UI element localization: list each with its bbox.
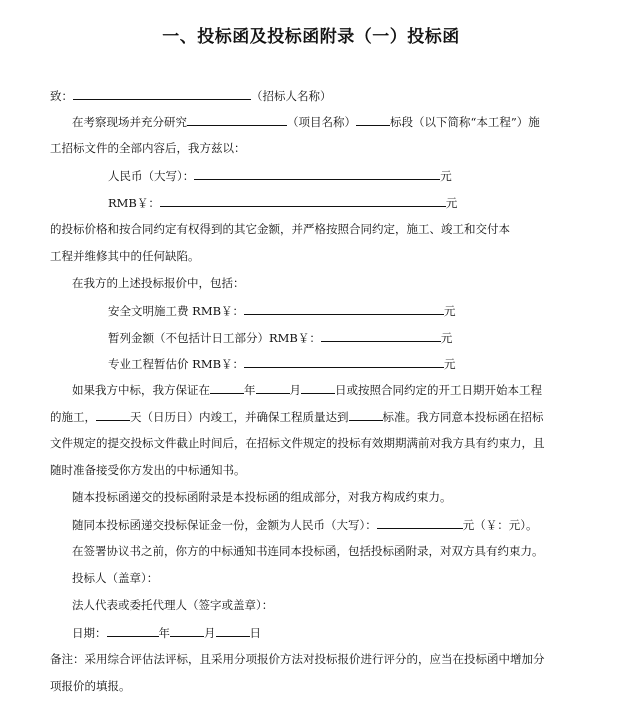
date-year-field[interactable] [107, 625, 159, 637]
date-line: 日期： 年 月 日 [72, 626, 261, 640]
start-day-field[interactable] [301, 382, 335, 394]
project-name-field[interactable] [187, 114, 287, 126]
specialty-estimate-row: 专业工程暂估价 RMB￥： 元 [108, 357, 456, 371]
tenderer-name-field[interactable] [73, 88, 251, 100]
addressee-line [50, 88, 332, 103]
paragraph-5: 随本投标函递交的投标函附录是本投标函的组成部分，对我方构成约束力。 [72, 490, 452, 504]
paragraph-2-line-1: 的投标价格和按合同约定有权得到的其它金额，并严格按照合同约定，施工、竣工和交付本 [50, 222, 510, 236]
paragraph-2-line-2: 工程并维修其中的任何缺陷。 [50, 249, 200, 263]
to-label: 致： [50, 89, 73, 103]
rmb-upper-row: 人民币（大写）： 元 [108, 169, 452, 183]
provisional-sum-field[interactable] [321, 330, 441, 342]
safety-fee-field[interactable] [244, 303, 444, 315]
duration-days-field[interactable] [96, 409, 130, 421]
paragraph-1-line-1: 在考察现场并充分研究 （项目名称） 标段（以下简称“本工程”）施 [72, 115, 540, 129]
note-line-2: 项报价的填报。 [50, 679, 131, 693]
rmb-field[interactable] [160, 195, 446, 207]
legal-rep-line: 法人代表或委托代理人（签字或盖章）： [72, 598, 274, 612]
rmb-row: RMB￥： 元 [108, 196, 458, 210]
bid-bond-amount-field[interactable] [377, 517, 463, 529]
note-line-1: 备注：采用综合评估法评标，且采用分项报价方法对投标报价进行评分的，应当在投标函中增加分 [50, 652, 545, 666]
paragraph-6: 随同本投标函递交投标保证金一份，金额为人民币（大写）： 元（￥：元）。 [72, 518, 538, 532]
section-field[interactable] [356, 114, 390, 126]
date-day-field[interactable] [216, 625, 250, 637]
start-year-field[interactable] [210, 382, 244, 394]
date-month-field[interactable] [170, 625, 204, 637]
rmb-upper-field[interactable] [194, 168, 440, 180]
page-title: 一、投标函及投标函附录（一）投标函 [162, 27, 460, 47]
paragraph-4-line-1: 如果我方中标，我方保证在 年 月 日或按照合同约定的开工日期开始本工程 [72, 383, 542, 397]
paragraph-1-line-2: 工招标文件的全部内容后，我方兹以： [50, 141, 246, 155]
quality-standard-field[interactable] [349, 409, 383, 421]
paragraph-7: 在签署协议书之前，你方的中标通知书连同本投标函，包括投标函附录，对双方具有约束力。 [72, 544, 544, 558]
safety-fee-row: 安全文明施工费 RMB￥： 元 [108, 304, 456, 318]
paragraph-4-line-3: 文件规定的提交投标文件截止时间后，在招标文件规定的投标有效期期满前对我方具有约束力，且 [50, 436, 545, 450]
specialty-estimate-field[interactable] [244, 356, 444, 368]
start-month-field[interactable] [256, 382, 290, 394]
paragraph-4-line-4: 随时准备接受你方发出的中标通知书。 [50, 463, 246, 477]
provisional-sum-row: 暂列金额（不包括计日工部分）RMB￥： 元 [108, 331, 453, 345]
paragraph-3: 在我方的上述投标报价中，包括： [72, 276, 245, 290]
paragraph-4-line-2: 的施工， 天（日历日）内竣工，并确保工程质量达到 标准。我方同意本投标函在招标 [50, 410, 544, 424]
bidder-seal-line: 投标人（盖章）： [72, 571, 159, 585]
to-suffix: （招标人名称） [251, 89, 332, 103]
